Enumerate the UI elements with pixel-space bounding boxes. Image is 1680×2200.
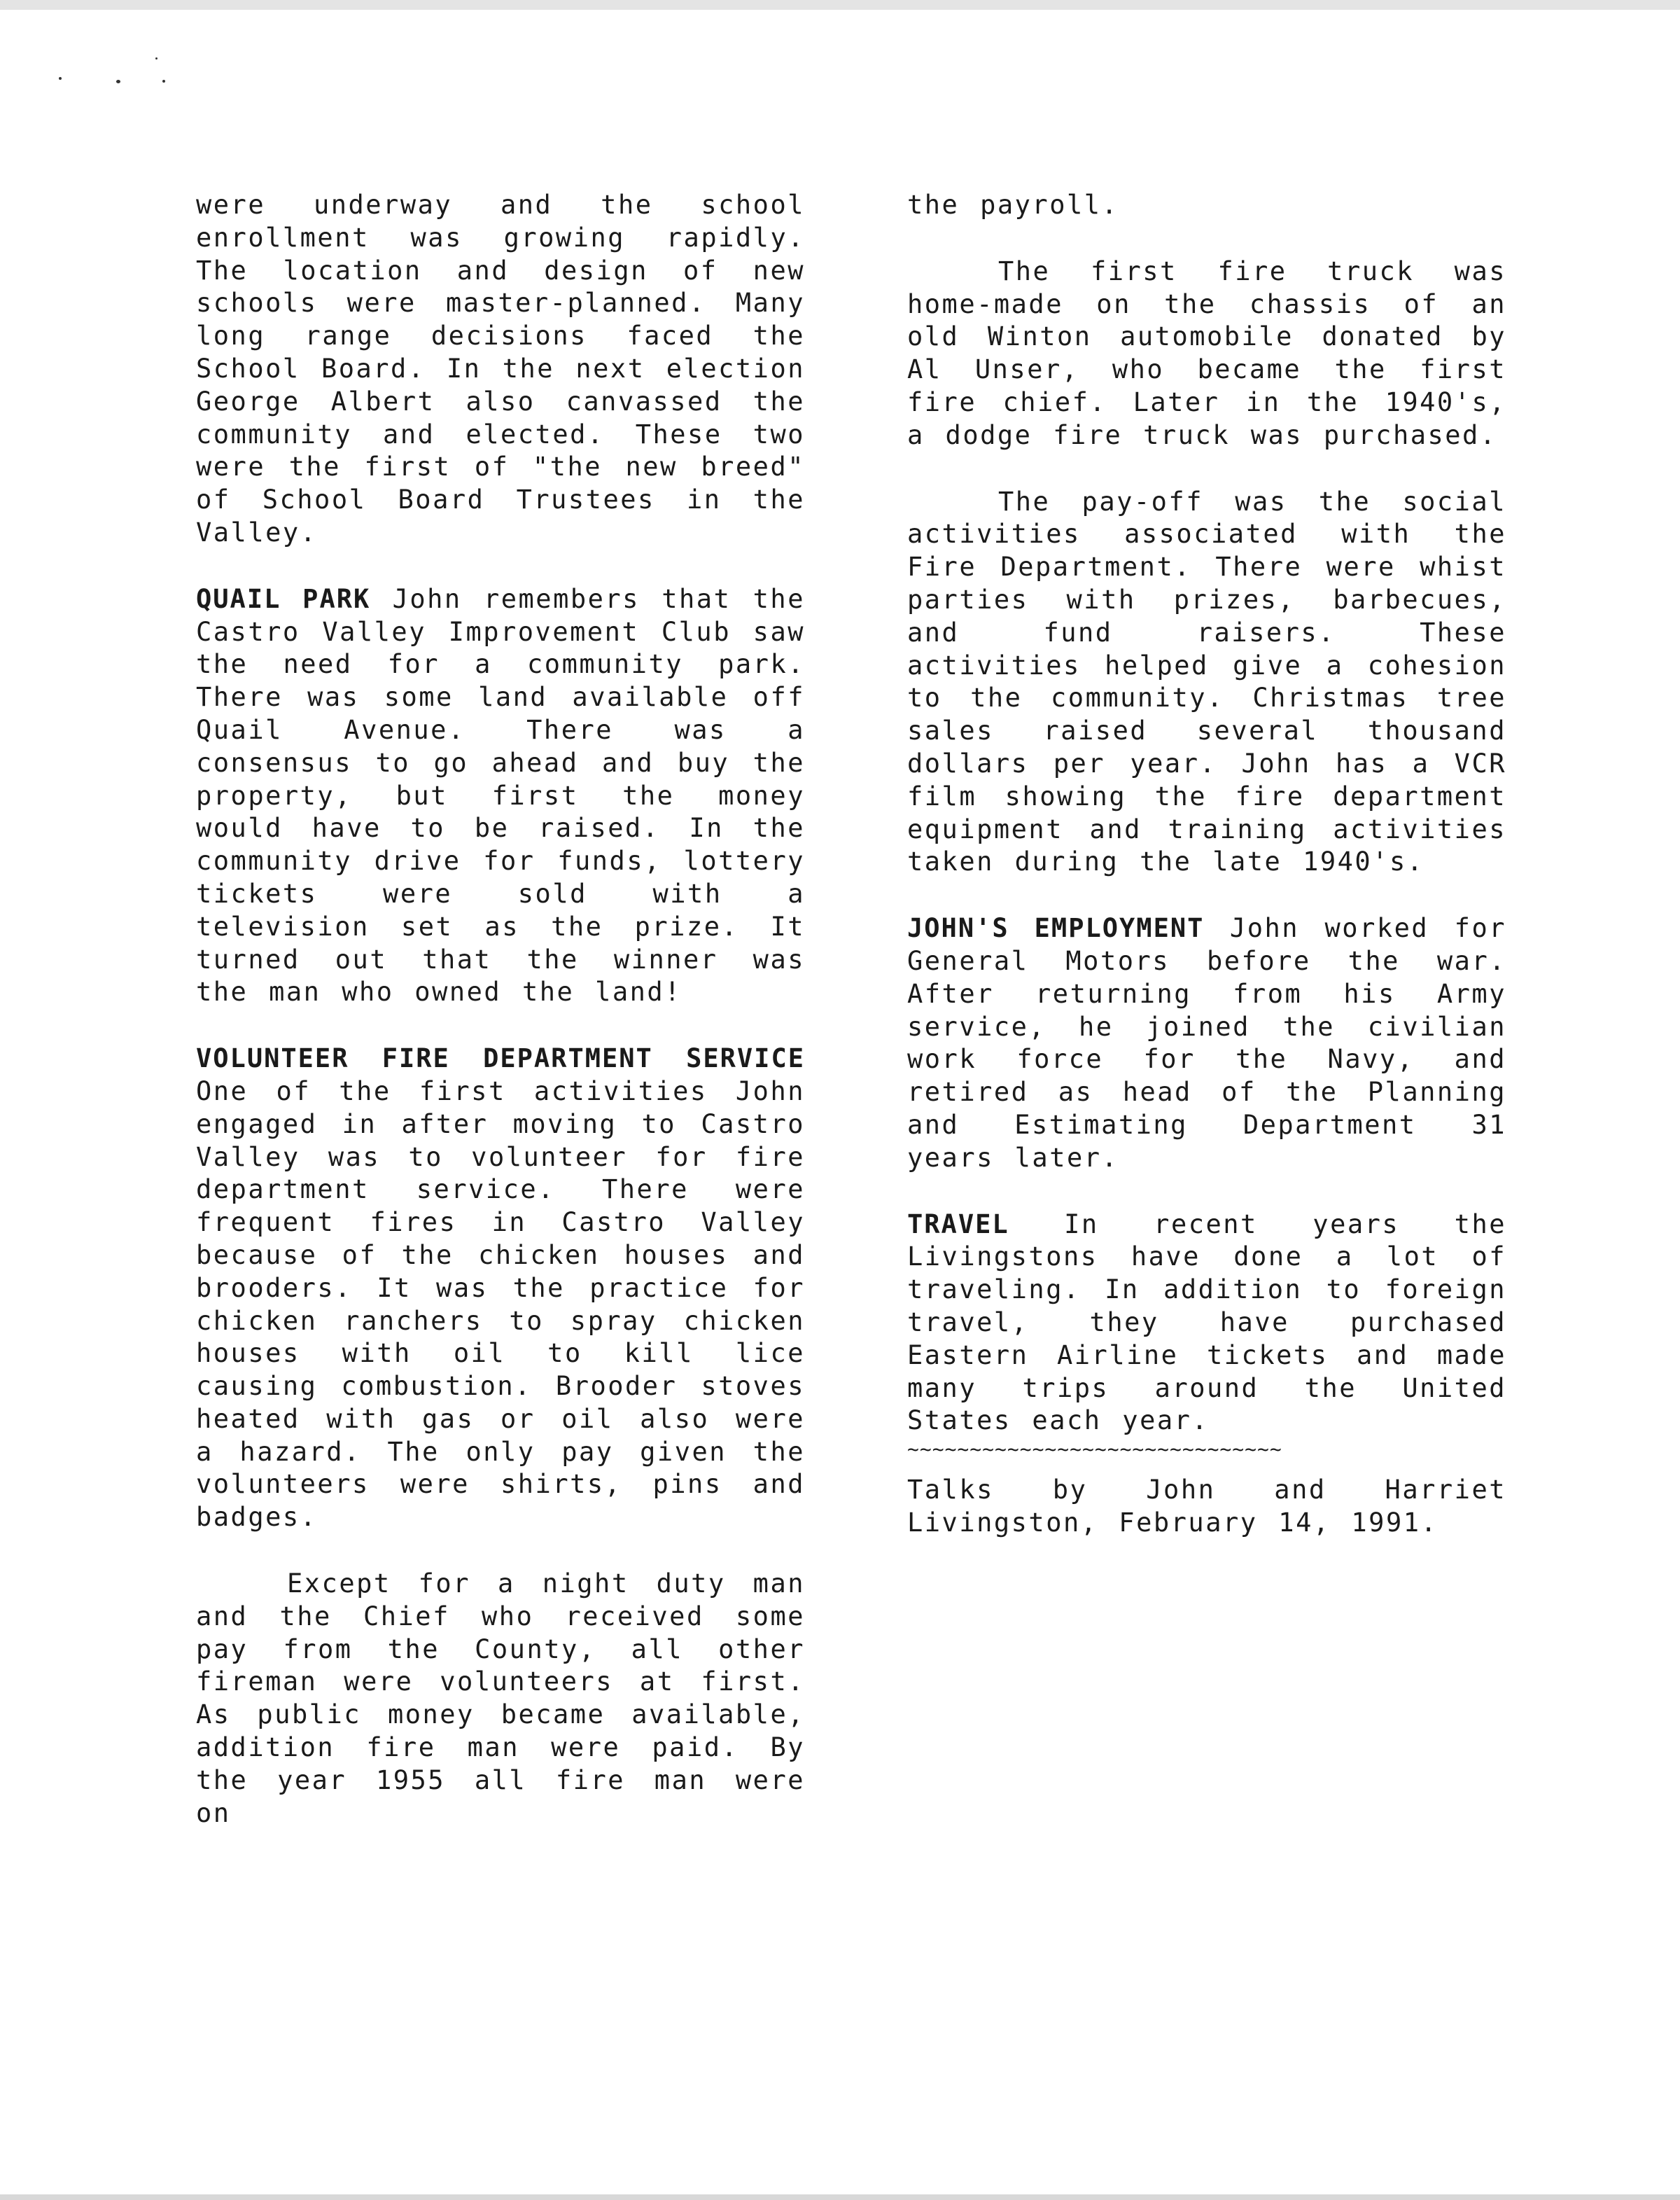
- quail-park-heading: QUAIL PARK: [196, 583, 371, 614]
- left-column: [196, 189, 805, 1863]
- employment-text: John worked for General Motors before the war. After returning from his Army service, he joined the civilian work force for the Navy, and retired as head of the Planning and Estimating Department 31 years later.: [907, 913, 1506, 1173]
- school-board-paragraph: were underway and the school enrollment was growing rapidly. The location and design of new schools were master-planned. Many long range decisions faced the School Board. In the next election George Albert also canvassed the community and elected. These two were the first of "the new breed" of School Board Trustees in the Valley.: [196, 190, 805, 548]
- credit-paragraph: Talks by John and Harriet Livingston, February 14, 1991.: [907, 1475, 1506, 1538]
- fire-truck-paragraph: The first fire truck was home-made on the chassis of an old Winton automobile donated by Al Unser, who became the first fire chief. Later in the 1940's, a dodge fire truck was purchased.: [907, 256, 1506, 450]
- fire-service-text: One of the first activities John engaged in after moving to Castro Valley was to volunteer for fire department service. There were frequent fires in Castro Valley because of the chicken houses and brooders. It was the practice for chicken ranchers to spray chicken houses with oil to kill lice causing combustion. Brooder stoves heated with gas or oil also were a hazard. The only pay given the volunteers were shirts, pins and badges.: [196, 1075, 805, 1533]
- quail-park-text: John remembers that the Castro Valley Improvement Club saw the need for a community park. There was some land available off Quail Avenue. There was a consensus to go ahead and buy the property, but first the money would have to be raised. In the community drive for funds, lottery tickets were sold with a television set as the prize. It turned out that the winner was the man who owned the land!: [196, 583, 805, 1008]
- travel-heading: TRAVEL: [907, 1209, 1009, 1239]
- employment-paragraph: [907, 912, 1506, 1174]
- scan-speck: [59, 77, 62, 80]
- scan-bottom-edge: [0, 2194, 1680, 2200]
- scan-speck: [116, 80, 120, 83]
- social-activities-paragraph: The pay-off was the social activities associated with the Fire Department. There were whist parties with prizes, barbecues, and fund raisers. These activities helped give a cohesion to the community. Christmas tree sales raised several thousand dollars per year. John has a VCR film showing the fire department equipment and training activities taken during the late 1940's.: [907, 486, 1506, 877]
- travel-paragraph: [907, 1209, 1506, 1438]
- quail-park-paragraph: [196, 583, 805, 1009]
- scan-speck: [162, 80, 165, 83]
- fire-service-paragraph: [196, 1043, 805, 1534]
- volunteers-paragraph: Except for a night duty man and the Chief who received some pay from the County, all other fireman were volunteers at first. As public money became available, addition fire man were paid. By the year 1955 all fire man were on: [196, 1568, 805, 1828]
- employment-heading: JOHN'S EMPLOYMENT: [907, 913, 1205, 944]
- tilde-divider: ~~~~~~~~~~~~~~~~~~~~~~~~~~~~~~: [907, 1437, 1282, 1461]
- right-column: [907, 189, 1506, 1573]
- payroll-paragraph: the payroll.: [907, 190, 1119, 220]
- travel-text: In recent years the Livingstons have done a lot of traveling. In addition to foreign travel, they have purchased Eastern Airline tickets and made many trips around the United States each year.: [907, 1209, 1506, 1436]
- scan-top-edge: [0, 0, 1680, 10]
- fire-service-heading: VOLUNTEER FIRE DEPARTMENT SERVICE: [196, 1043, 805, 1074]
- scan-speck: [155, 57, 158, 60]
